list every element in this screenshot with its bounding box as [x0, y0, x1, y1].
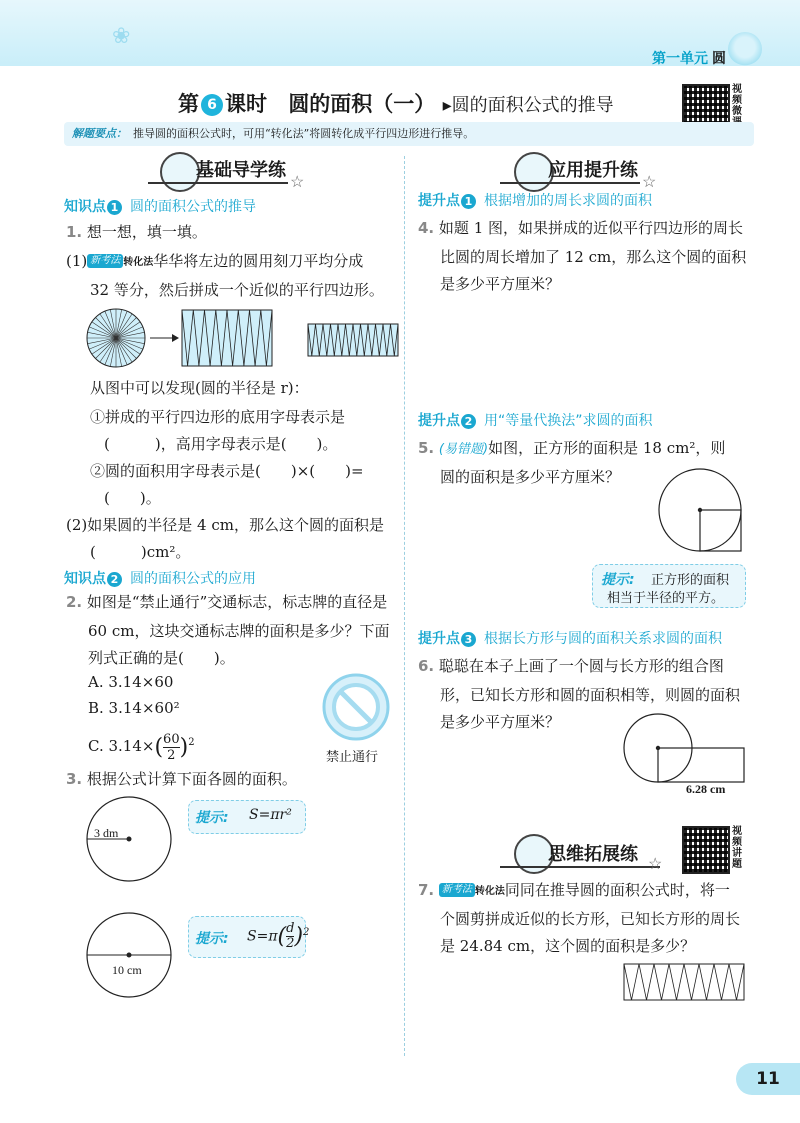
hint-1-formula: S=πr² [249, 807, 292, 823]
sun-icon [728, 32, 762, 66]
question-4-line2: 比圆的周长增加了 12 cm，那么这个圆的面积 [440, 248, 747, 266]
rearranged-shape-1 [182, 310, 272, 366]
question-2-line3: 列式正确的是( )。 [88, 649, 235, 667]
qr-label: 视频微 [732, 84, 742, 117]
question-1-part1: (1) 新考法 转化法华华将左边的圆用刻刀平均分成 [66, 252, 364, 270]
question-1-part2-line2: ( )cm²。 [90, 543, 191, 561]
question-7-line2: 个圆剪拼成近似的长方形，已知长方形的周长 [440, 910, 741, 928]
hint-3-line1: 正方形的面积 [651, 573, 730, 588]
lesson-title: 第 6 课时 圆的面积（一） ▸圆的面积公式的推导 [178, 92, 614, 116]
star-icon: ☆ [642, 172, 657, 191]
knowledge-point-2: 知识点 2 圆的面积公式的应用 [64, 571, 256, 587]
option-b[interactable]: B. 3.14×60² [88, 699, 180, 717]
option-a[interactable]: A. 3.14×60 [88, 673, 174, 691]
hint-box-3 [592, 564, 746, 608]
hint-3-label: 提示: [601, 572, 635, 588]
unit-label: 第一单元 圆 [652, 51, 726, 67]
question-7-line3: 是 24.84 cm，这个圆的面积是多少？ [440, 937, 696, 955]
improve-point-2: 提升点 2 用“等量代换法”求圆的面积 [418, 413, 653, 429]
column-divider [404, 156, 405, 1056]
question-1-part2-line1: (2)如果圆的半径是 4 cm，那么这个圆的面积是 [66, 516, 384, 534]
question-1-stem: 1. 想一想，填一填。 [66, 223, 207, 241]
circle-2-label: 10 cm [112, 963, 142, 977]
knowledge-point-1: 知识点 1 圆的面积公式的推导 [64, 199, 256, 215]
question-3-stem: 3. 根据公式计算下面各圆的面积。 [66, 770, 297, 788]
hint-box-2 [188, 916, 310, 958]
option-c[interactable]: C. 3.14×( $\frac{60}{2}$ )$^2$ [88, 731, 195, 763]
improve-point-1: 提升点 1 根据增加的周长求圆的面积 [418, 193, 652, 209]
circle-diameter-figure [84, 910, 176, 1002]
question-6-line3: 是多少平方厘米？ [440, 713, 561, 731]
question-1-a-line1: ①拼成的平行四边形的底用字母表示是 [90, 408, 346, 426]
star-icon: ☆ [290, 172, 305, 191]
hint-1-label: 提示: [195, 810, 229, 826]
rectangle-length-label: 6.28 cm [686, 782, 726, 796]
question-7-line1: 7. 新考法 转化法同同在推导圆的面积公式时，将一 [418, 881, 730, 899]
question-2-line2: 60 cm，这块交通标志牌的面积是多少？下面 [88, 622, 390, 640]
question-1-b-line1: ②圆的面积用字母表示是( )×( )= [90, 462, 364, 480]
no-entry-sign-icon [318, 672, 396, 742]
section-title-apply: 应用提升练 [500, 158, 640, 184]
circle-square-figure [656, 468, 746, 554]
approx-rectangle-figure [622, 962, 746, 1002]
qr-code-icon-2[interactable] [682, 826, 730, 874]
hint-2-label: 提示: [195, 931, 229, 947]
section-title-basic: 基础导学练 [148, 158, 288, 184]
qr-label-2: 视频讲题 [732, 826, 742, 870]
hint-3-line2: 相当于半径的平方。 [607, 591, 725, 606]
question-5-line1: 5. (易错题)如图，正方形的面积是 18 cm²，则 [418, 439, 726, 457]
question-5-line2: 圆的面积是多少平方厘米？ [440, 468, 621, 486]
sign-label: 禁止通行 [326, 750, 379, 765]
question-2-line1: 2. 如图是“禁止通行”交通标志，标志牌的直径是 [66, 593, 388, 611]
section-title-extend: 思维拓展练 [500, 842, 660, 868]
question-4-line3: 是多少平方厘米？ [440, 275, 561, 293]
question-1-find: 从图中可以发现(圆的半径是 r)： [90, 379, 309, 397]
circle-1-label: 3 dm [94, 826, 119, 840]
question-1-part1-line2: 32 等分，然后拼成一个近似的平行四边形。 [90, 281, 384, 299]
star-icon: ☆ [648, 854, 663, 873]
tip-bar: 解题要点： 推导圆的面积公式时，可用“转化法”将圆转化成平行四边形进行推导。 [64, 122, 754, 146]
circle-rectangle-figure [620, 710, 750, 784]
page-number: 11 [736, 1063, 800, 1095]
question-6-line2: 形，已知长方形和圆的面积相等，则圆的面积 [440, 686, 741, 704]
question-6-line1: 6. 聪聪在本子上画了一个圆与长方形的组合图 [418, 657, 724, 675]
divided-circle [87, 309, 145, 367]
improve-point-3: 提升点 3 根据长方形与圆的面积关系求圆的面积 [418, 631, 722, 647]
question-4-line1: 4. 如题 1 图，如果拼成的近似平行四边形的周长 [418, 219, 744, 237]
question-1-a-line2: ( )，高用字母表示是( )。 [104, 435, 338, 453]
hint-box-1 [188, 800, 306, 834]
question-1-b-line2: ( )。 [104, 489, 161, 507]
decoration-icon: ❀ [112, 24, 131, 49]
rearranged-shape-2 [306, 322, 400, 358]
hint-2-formula: S=π( $\frac{d}{2}$ )$^2$ [247, 921, 310, 951]
